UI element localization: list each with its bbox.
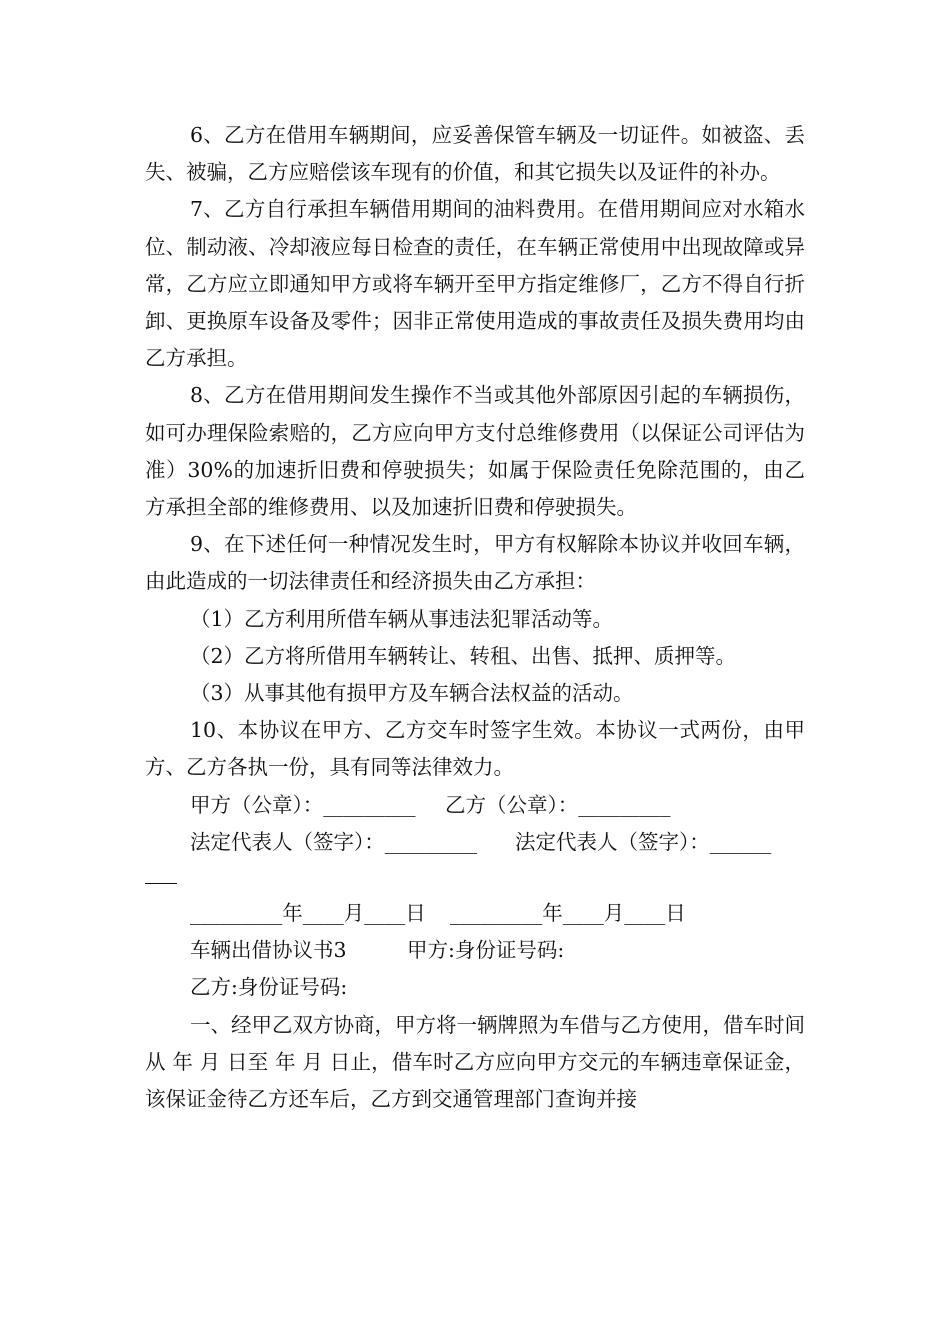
party-a-seal: 甲方（公章）：_________ <box>190 792 416 817</box>
party-a-representative: 法定代表人（签字）：_________ <box>190 829 477 854</box>
seal-signature-row <box>145 787 805 824</box>
party-b-seal: 乙方（公章）：_________ <box>445 792 671 817</box>
clause-9: 9、在下述任何一种情况发生时，甲方有权解除本协议并收回车辆，由此造成的一切法律责任和经济损失由乙方承担： <box>145 532 805 594</box>
party-a-id-label: 甲方:身份证号码: <box>407 938 565 963</box>
date-row <box>145 895 805 932</box>
party-b-id-label: 乙方:身份证号码: <box>190 975 348 1000</box>
signature-underline-continuation <box>145 861 805 895</box>
document-body <box>145 117 805 1118</box>
clause-10: 10、本协议在甲方、乙方交车时签字生效。本协议一式两份，由甲方、乙方各执一份，具有同等法律效力。 <box>145 718 805 780</box>
clause-9-item-1: （1）乙方利用所借车辆从事违法犯罪活动等。 <box>190 606 614 631</box>
clause-9-item-3: （3）从事其他有损甲方及车辆合法权益的活动。 <box>190 681 634 706</box>
underline-stub <box>145 883 177 884</box>
agreement-3-title: 车辆出借协议书3 <box>190 938 347 963</box>
clause-9-item-2: （2）乙方将所借用车辆转让、转租、出售、抵押、质押等。 <box>190 643 737 668</box>
representative-signature-row <box>145 824 805 861</box>
clause-6: 6、乙方在借用车辆期间，应妥善保管车辆及一切证件。如被盗、丢失、被骗，乙方应赔偿该车现有的价值，和其它损失以及证件的补办。 <box>145 123 805 185</box>
party-a-date: _________年____月____日 <box>190 901 426 926</box>
party-b-representative: 法定代表人（签字）：______ <box>515 829 772 854</box>
clause-7: 7、乙方自行承担车辆借用期间的油料费用。在借用期间应对水箱水位、制动液、冷却液应每日检查的责任，在车辆正常使用中出现故障或异常，乙方应立即通知甲方或将车辆开至甲方指定维修厂，乙方不得自行折卸、更换原车设备及零件；因非正常使用造成的事故责任及损失费用均由乙方承担。 <box>145 197 805 371</box>
clause-8: 8、乙方在借用期间发生操作不当或其他外部原因引起的车辆损伤，如可办理保险索赔的，乙方应向甲方支付总维修费用（以保证公司评估为准）30%的加速折旧费和停驶损失；如属于保险责任免除范围的，由乙方承担全部的维修费用、以及加速折旧费和停驶损失。 <box>145 383 805 520</box>
party-b-id-row <box>145 969 805 1006</box>
agreement-3-header-row <box>145 932 805 969</box>
party-b-date: _________年____月____日 <box>450 901 686 926</box>
agreement-3-clause-1: 一、经甲乙双方协商，甲方将一辆牌照为车借与乙方使用，借车时间从 年 月 日至 年 月 日止，借车时乙方应向甲方交元的车辆违章保证金，该保证金待乙方还车后，乙方到交通管理部门查询并接 <box>145 1012 805 1111</box>
